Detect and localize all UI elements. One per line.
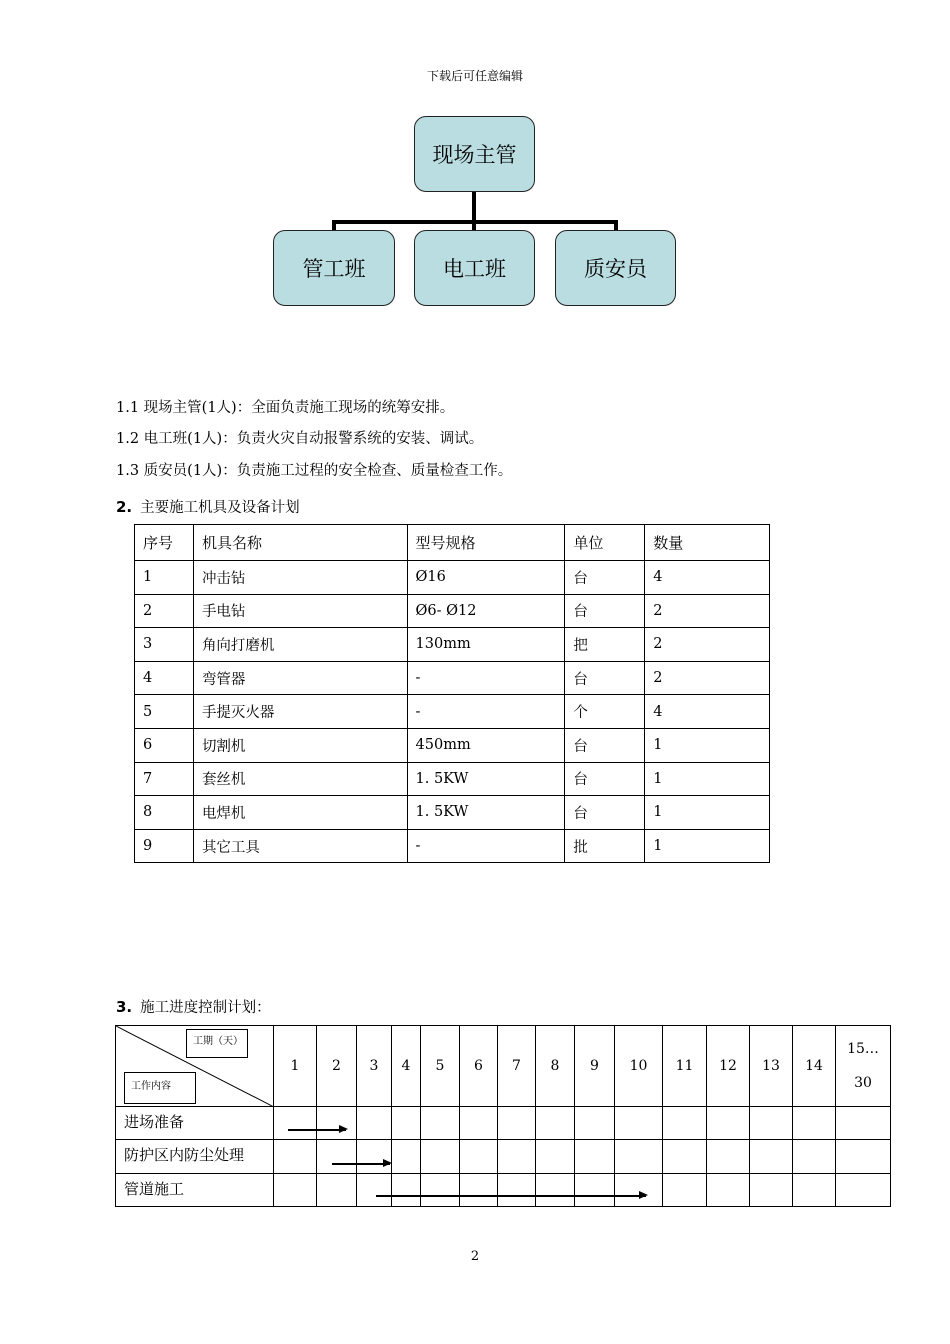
org-child-box: 电工班 xyxy=(414,230,535,306)
table-cell: 台 xyxy=(565,661,645,695)
day-cell: 14 xyxy=(793,1026,836,1107)
table-cell: Ø16 xyxy=(407,561,565,595)
header-cell: 序号 xyxy=(135,525,194,561)
header-cell: 机具名称 xyxy=(193,525,407,561)
schedule-corner-top-label: 工期（天） xyxy=(186,1029,248,1058)
table-cell: 批 xyxy=(565,829,645,863)
table-cell: 台 xyxy=(565,728,645,762)
table-cell: 2 xyxy=(645,594,770,628)
gantt-arrow xyxy=(288,1129,346,1131)
task-cell: 管道施工 xyxy=(116,1173,274,1206)
table-cell: 角向打磨机 xyxy=(193,628,407,662)
section-2-title xyxy=(116,496,300,517)
task-cell: 防护区内防尘处理 xyxy=(116,1140,274,1173)
table-cell: 450mm xyxy=(407,728,565,762)
table-cell: Ø6- Ø12 xyxy=(407,594,565,628)
table-cell: 手提灭火器 xyxy=(193,695,407,729)
table-cell: 6 xyxy=(135,728,194,762)
header-note: 下载后可任意编辑 xyxy=(426,69,523,83)
table-row xyxy=(135,695,770,729)
table-cell: 1 xyxy=(135,561,194,595)
table-cell: 9 xyxy=(135,829,194,863)
table-cell: 4 xyxy=(135,661,194,695)
header-cell: 型号规格 xyxy=(407,525,565,561)
table-cell: - xyxy=(407,829,565,863)
day-cell: 1 xyxy=(274,1026,317,1107)
org-top-box: 现场主管 xyxy=(414,116,535,192)
table-cell: 1 xyxy=(645,728,770,762)
schedule-row xyxy=(116,1173,891,1206)
day-cell-last-line2: 30 xyxy=(854,1075,872,1091)
gantt-arrow xyxy=(332,1163,390,1165)
table-cell: 切割机 xyxy=(193,728,407,762)
table-cell: 4 xyxy=(645,561,770,595)
table-cell: 1 xyxy=(645,796,770,830)
table-cell: 1 xyxy=(645,762,770,796)
day-cell: 13 xyxy=(750,1026,793,1107)
table-cell: 1. 5KW xyxy=(407,762,565,796)
table-cell: 1. 5KW xyxy=(407,796,565,830)
table-cell: 3 xyxy=(135,628,194,662)
paragraph: 1.3 质安员(1人)：负责施工过程的安全检查、质量检查工作。 xyxy=(116,463,513,479)
day-cell-last-line1: 15… xyxy=(847,1041,879,1057)
table-cell: 台 xyxy=(565,561,645,595)
day-cell: 9 xyxy=(575,1026,615,1107)
table-cell: 8 xyxy=(135,796,194,830)
section-2-number: 2. xyxy=(116,498,133,516)
table-row xyxy=(135,628,770,662)
table-cell: 冲击钻 xyxy=(193,561,407,595)
table-cell: 2 xyxy=(645,661,770,695)
day-cell: 4 xyxy=(392,1026,421,1107)
gantt-arrow xyxy=(376,1195,646,1197)
table-row xyxy=(135,762,770,796)
table-cell: 把 xyxy=(565,628,645,662)
section-3-text: 施工进度控制计划： xyxy=(140,1000,271,1016)
table-cell: 个 xyxy=(565,695,645,729)
section-3-title xyxy=(116,996,271,1017)
table-cell: 7 xyxy=(135,762,194,796)
day-cell: 8 xyxy=(536,1026,575,1107)
table-cell: 弯管器 xyxy=(193,661,407,695)
table-header-row xyxy=(135,525,770,561)
table-cell: 台 xyxy=(565,594,645,628)
table-cell: 其它工具 xyxy=(193,829,407,863)
table-cell: 台 xyxy=(565,762,645,796)
table-cell: 2 xyxy=(135,594,194,628)
table-cell: 5 xyxy=(135,695,194,729)
schedule-corner-bottom-label: 工作内容 xyxy=(124,1072,196,1104)
table-row xyxy=(135,796,770,830)
org-child-box: 质安员 xyxy=(555,230,676,306)
table-cell: - xyxy=(407,695,565,729)
task-cell: 进场准备 xyxy=(116,1107,274,1140)
equipment-table xyxy=(134,524,770,863)
header-cell: 单位 xyxy=(565,525,645,561)
table-cell: 2 xyxy=(645,628,770,662)
table-row xyxy=(135,561,770,595)
day-cell: 7 xyxy=(498,1026,536,1107)
org-connector-vertical xyxy=(472,192,476,222)
day-cell: 6 xyxy=(460,1026,498,1107)
table-row xyxy=(135,594,770,628)
schedule-row xyxy=(116,1140,891,1173)
table-cell: 手电钻 xyxy=(193,594,407,628)
paragraph: 1.2 电工班(1人)：负责火灾自动报警系统的安装、调试。 xyxy=(116,431,484,447)
table-cell: 套丝机 xyxy=(193,762,407,796)
org-child-box: 管工班 xyxy=(273,230,395,306)
day-cell: 2 xyxy=(317,1026,357,1107)
table-row xyxy=(135,728,770,762)
page-number: 2 xyxy=(470,1249,480,1264)
day-cell-last xyxy=(836,1026,891,1107)
header-cell: 数量 xyxy=(645,525,770,561)
schedule-row xyxy=(116,1107,891,1140)
day-cell: 10 xyxy=(615,1026,663,1107)
day-cell: 12 xyxy=(707,1026,750,1107)
table-row xyxy=(135,829,770,863)
section-3-number: 3. xyxy=(116,998,133,1016)
org-chart xyxy=(0,0,950,320)
table-row xyxy=(135,661,770,695)
table-cell: 电焊机 xyxy=(193,796,407,830)
day-cell: 11 xyxy=(663,1026,707,1107)
section-2-text: 主要施工机具及设备计划 xyxy=(140,500,300,516)
table-cell: 130mm xyxy=(407,628,565,662)
table-cell: 1 xyxy=(645,829,770,863)
day-cell: 3 xyxy=(357,1026,392,1107)
table-cell: 台 xyxy=(565,796,645,830)
table-cell: - xyxy=(407,661,565,695)
table-cell: 4 xyxy=(645,695,770,729)
day-cell: 5 xyxy=(421,1026,460,1107)
paragraph: 1.1 现场主管(1人)：全面负责施工现场的统筹安排。 xyxy=(116,400,455,416)
